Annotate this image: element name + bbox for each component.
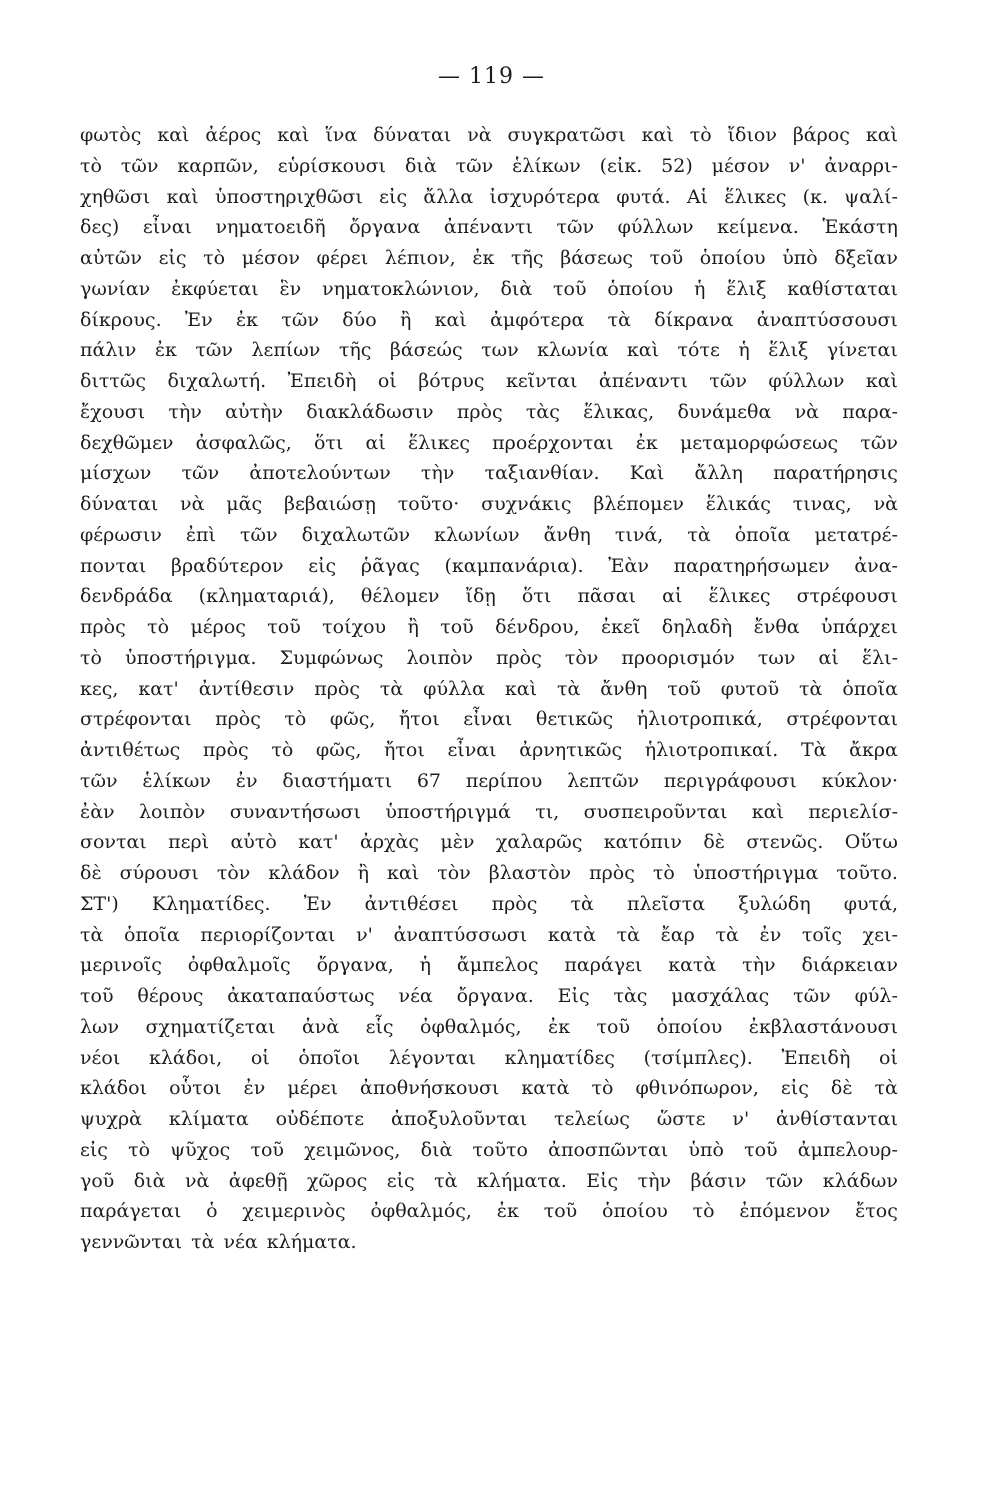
text-line: μίσχων τῶν ἀποτελούντων τὴν ταξιανθίαν. Καὶ ἄλλη παρατήρησις [80, 462, 898, 485]
text-line: τὸ ὑποστήριγμα. Συμφώνως λοιπὸν πρὸς τὸν προορισμόν των αἱ ἕλι- [80, 646, 898, 669]
text-line: κες, κατ' ἀντίθεσιν πρὸς τὰ φύλλα καὶ τὰ ἄνθη τοῦ φυτοῦ τὰ ὁποῖα [80, 677, 898, 700]
text-line: δες) εἶναι νηματοειδῆ ὄργανα ἀπέναντι τῶν φύλλων κείμενα. Ἑκάστη [80, 216, 898, 239]
text-line: παράγεται ὁ χειμερινὸς ὀφθαλμός, ἐκ τοῦ ὁποίου τὸ ἐπόμενον ἔτος [80, 1200, 898, 1223]
text-line: ψυχρὰ κλίματα οὐδέποτε ἀποξυλοῦνται τελείως ὥστε ν' ἀνθίστανται [80, 1108, 898, 1130]
text-line: δίκρους. Ἐν ἐκ τῶν δύο ἢ καὶ ἀμφότερα τὰ δίκρανα ἀναπτύσσουσι [80, 308, 898, 331]
text-line: διττῶς διχαλωτή. Ἐπειδὴ οἱ βότρυς κεῖνται ἀπέναντι τῶν φύλλων καὶ [80, 370, 898, 392]
text-line: γεννῶνται τὰ νέα κλήματα. [80, 1231, 357, 1253]
text-line: δύναται νὰ μᾶς βεβαιώσῃ τοῦτο· συχνάκις βλέπομεν ἕλικάς τινας, νὰ [80, 493, 898, 515]
text-line: νέοι κλάδοι, οἱ ὁποῖοι λέγονται κληματίδες (τσίμπλες). Ἐπειδὴ οἱ [80, 1046, 898, 1069]
text-line: τὰ ὁποῖα περιορίζονται ν' ἀναπτύσσωσι κατὰ τὰ ἔαρ τὰ ἐν τοῖς χει- [80, 923, 898, 946]
text-line: ἐὰν λοιπὸν συναντήσωσι ὑποστήριγμά τι, συσπειροῦνται καὶ περιελίσ- [80, 800, 898, 823]
text-line: γωνίαν ἐκφύεται ἓν νηματοκλώνιον, διὰ τοῦ ὁποίου ἡ ἕλιξ καθίσταται [80, 277, 898, 300]
text-line: κλάδοι οὗτοι ἐν μέρει ἀποθνήσκουσι κατὰ τὸ φθινόπωρον, εἰς δὲ τὰ [80, 1077, 898, 1100]
text-line: μερινοῖς ὀφθαλμοῖς ὄργανα, ἡ ἄμπελος παράγει κατὰ τὴν διάρκειαν [80, 954, 898, 977]
body-text [80, 120, 898, 1258]
text-line: τῶν ἑλίκων ἐν διαστήματι 67 περίπου λεπτῶν περιγράφουσι κύκλον· [80, 769, 898, 792]
text-line: φέρωσιν ἐπὶ τῶν διχαλωτῶν κλωνίων ἄνθη τινά, τὰ ὁποῖα μετατρέ- [80, 523, 898, 546]
text-line: πονται βραδύτερον εἰς ῥᾶγας (καμπανάρια). Ἐὰν παρατηρήσωμεν ἀνα- [80, 554, 898, 577]
text-line: ΣΤ') Κληματίδες. Ἐν ἀντιθέσει πρὸς τὰ πλεῖστα ξυλώδη φυτά, [80, 892, 898, 915]
text-line: ἀντιθέτως πρὸς τὸ φῶς, ἤτοι εἶναι ἀρνητικῶς ἡλιοτροπικαί. Τὰ ἄκρα [80, 739, 898, 761]
text-line: δεχθῶμεν ἀσφαλῶς, ὅτι αἱ ἕλικες προέρχονται ἐκ μεταμορφώσεως τῶν [80, 431, 898, 454]
text-line: ἔχουσι τὴν αὐτὴν διακλάδωσιν πρὸς τὰς ἕλικας, δυνάμεθα νὰ παρα- [80, 400, 898, 423]
text-line: στρέφονται πρὸς τὸ φῶς, ἤτοι εἶναι θετικῶς ἡλιοτροπικά, στρέφονται [80, 708, 898, 731]
text-line: σονται περὶ αὐτὸ κατ' ἀρχὰς μὲν χαλαρῶς κατόπιν δὲ στενῶς. Οὕτω [80, 831, 898, 854]
text-line: πρὸς τὸ μέρος τοῦ τοίχου ἢ τοῦ δένδρου, ἐκεῖ δηλαδὴ ἔνθα ὑπάρχει [80, 616, 898, 638]
text-line: δενδράδα (κληματαριά), θέλομεν ἴδῃ ὅτι πᾶσαι αἱ ἕλικες στρέφουσι [80, 585, 898, 608]
text-line: πάλιν ἐκ τῶν λεπίων τῆς βάσεώς των κλωνία καὶ τότε ἡ ἕλιξ γίνεται [80, 339, 898, 362]
text-line: χηθῶσι καὶ ὑποστηριχθῶσι εἰς ἄλλα ἰσχυρότερα φυτά. Αἱ ἕλικες (κ. ψαλί- [80, 185, 898, 208]
text-line: φωτὸς καὶ ἀέρος καὶ ἵνα δύναται νὰ συγκρατῶσι καὶ τὸ ἴδιον βάρος καὶ [80, 124, 898, 146]
text-line: τοῦ θέρους ἀκαταπαύστως νέα ὄργανα. Εἰς τὰς μασχάλας τῶν φύλ- [80, 985, 898, 1007]
text-line: λων σχηματίζεται ἀνὰ εἷς ὀφθαλμός, ἐκ τοῦ ὁποίου ἐκβλαστάνουσι [80, 1015, 898, 1038]
text-line: τὸ τῶν καρπῶν, εὑρίσκουσι διὰ τῶν ἑλίκων (εἰκ. 52) μέσον ν' ἀναρρι- [80, 154, 898, 177]
text-line: δὲ σύρουσι τὸν κλάδον ἢ καὶ τὸν βλαστὸν πρὸς τὸ ὑποστήριγμα τοῦτο. [80, 862, 898, 884]
text-line: αὐτῶν εἰς τὸ μέσον φέρει λέπιον, ἐκ τῆς βάσεως τοῦ ὁποίου ὑπὸ δξεῖαν [80, 247, 898, 269]
text-line: εἰς τὸ ψῦχος τοῦ χειμῶνος, διὰ τοῦτο ἀποσπῶνται ὑπὸ τοῦ ἀμπελουρ- [80, 1138, 898, 1161]
page-number: — 119 — [438, 64, 545, 89]
text-line: γοῦ διὰ νὰ ἀφεθῇ χῶρος εἰς τὰ κλήματα. Εἰς τὴν βάσιν τῶν κλάδων [80, 1169, 898, 1192]
